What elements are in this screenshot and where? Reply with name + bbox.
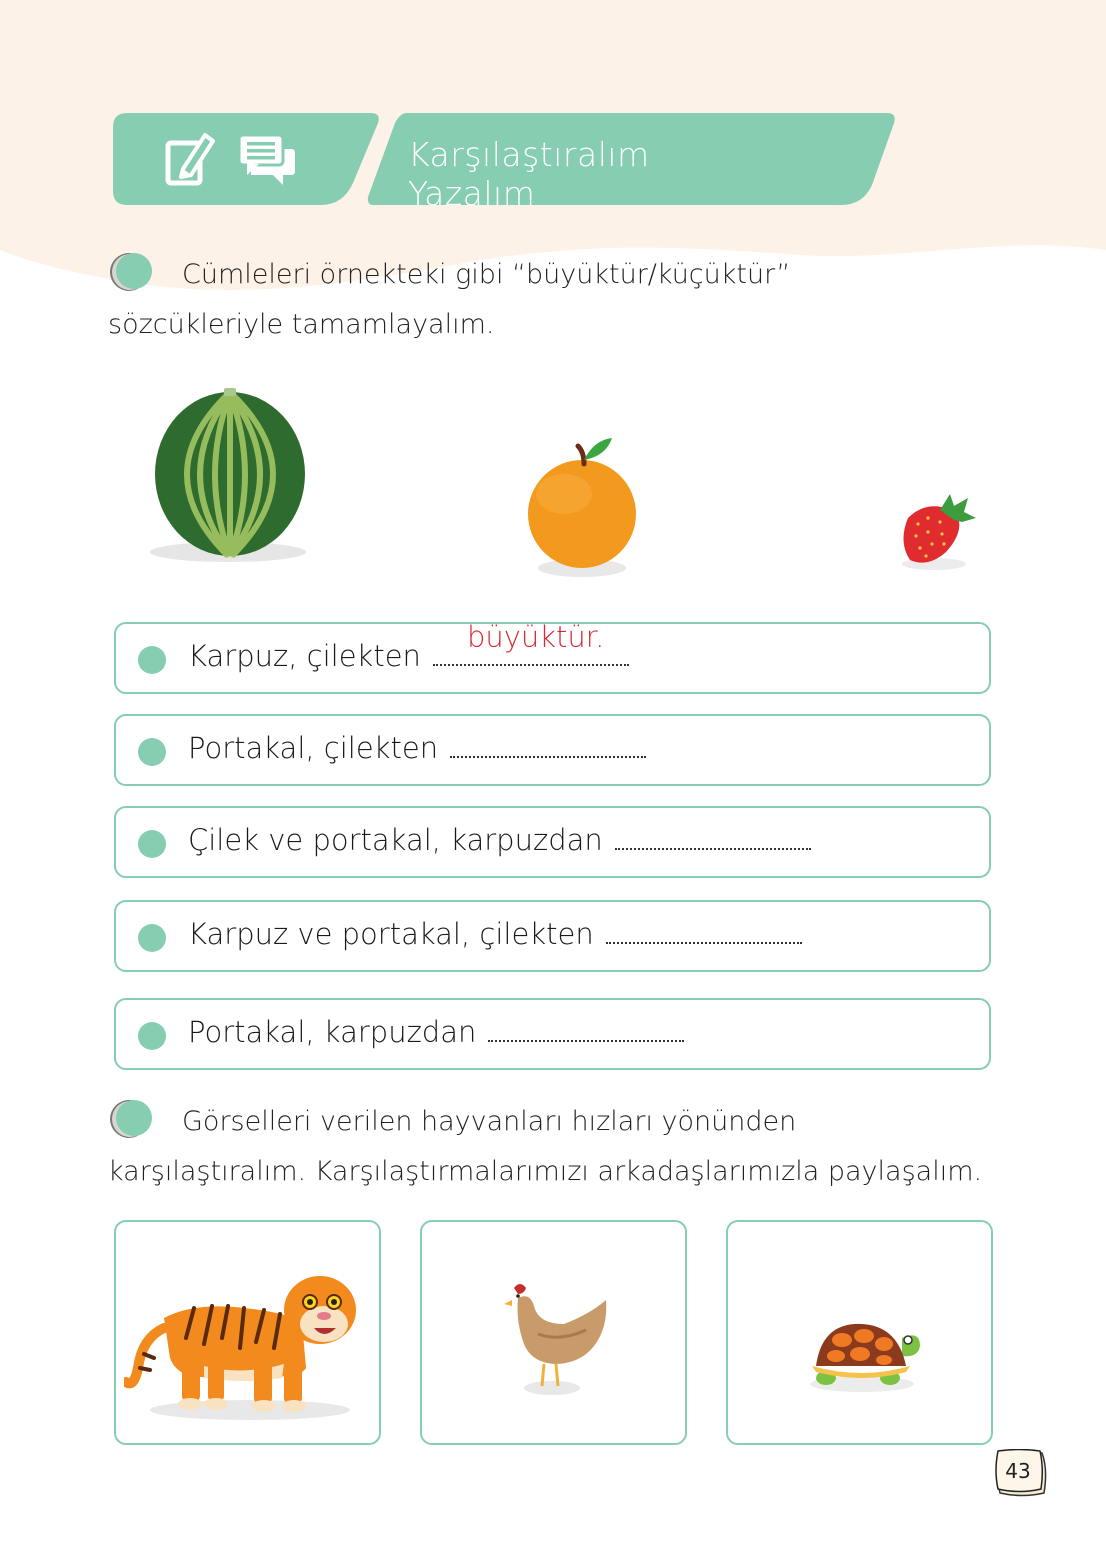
sentence-row-4 [114,900,991,972]
answer-blank[interactable] [606,914,802,944]
sentence-text: Portakal, karpuzdan [188,1015,477,1049]
sentence-row-1 [114,622,991,694]
sentence-text: Karpuz, çilekten [188,639,421,673]
bullet-icon [138,830,166,858]
bullet-icon [116,1100,152,1136]
instruction-1-text: Cümleleri örnekteki gibi “büyüktür/küçüktür” sözcükleriyle tamamlayalım. [108,259,791,340]
animal-card-chicken [420,1220,687,1445]
sentence-text: Çilek ve portakal, karpuzdan [188,823,603,857]
sentence-row-3 [114,806,991,878]
sentence-row-5 [114,998,991,1070]
answer-text: büyüktür. [466,620,605,654]
bullet-icon [138,738,166,766]
watermelon-image [150,386,310,566]
instruction-1 [108,250,968,350]
instruction-2 [108,1097,988,1197]
answer-blank[interactable] [488,1012,684,1042]
bullet-icon [138,646,166,674]
instruction-2-text: Görselleri verilen hayvanları hızları yönünden karşılaştıralım. Karşılaştırmalarımızı arkadaşlarımızla paylaşalım. [108,1106,983,1187]
bullet-icon [138,924,166,952]
animal-card-tiger [114,1220,381,1445]
tiger-image [124,1258,374,1428]
answer-blank[interactable] [450,728,646,758]
strawberry-image [902,494,976,570]
bullet-icon [138,1022,166,1050]
sentence-text: Karpuz ve portakal, çilekten [188,917,594,951]
orange-image [528,438,636,577]
edit-icon [165,131,217,187]
turtle-image [802,1316,926,1396]
page-number [994,1449,1048,1499]
chicken-image [494,1278,614,1398]
page-title: Karşılaştıralım Yazalım [408,135,650,213]
chat-icon [237,133,299,185]
sentence-text: Portakal, çilekten [188,731,439,765]
answer-blank[interactable] [615,820,811,850]
animal-card-turtle [726,1220,993,1445]
answer-blank[interactable] [433,620,629,666]
bullet-icon [116,253,152,289]
sentence-row-2 [114,714,991,786]
page-number-text: 43 [1005,1459,1031,1483]
